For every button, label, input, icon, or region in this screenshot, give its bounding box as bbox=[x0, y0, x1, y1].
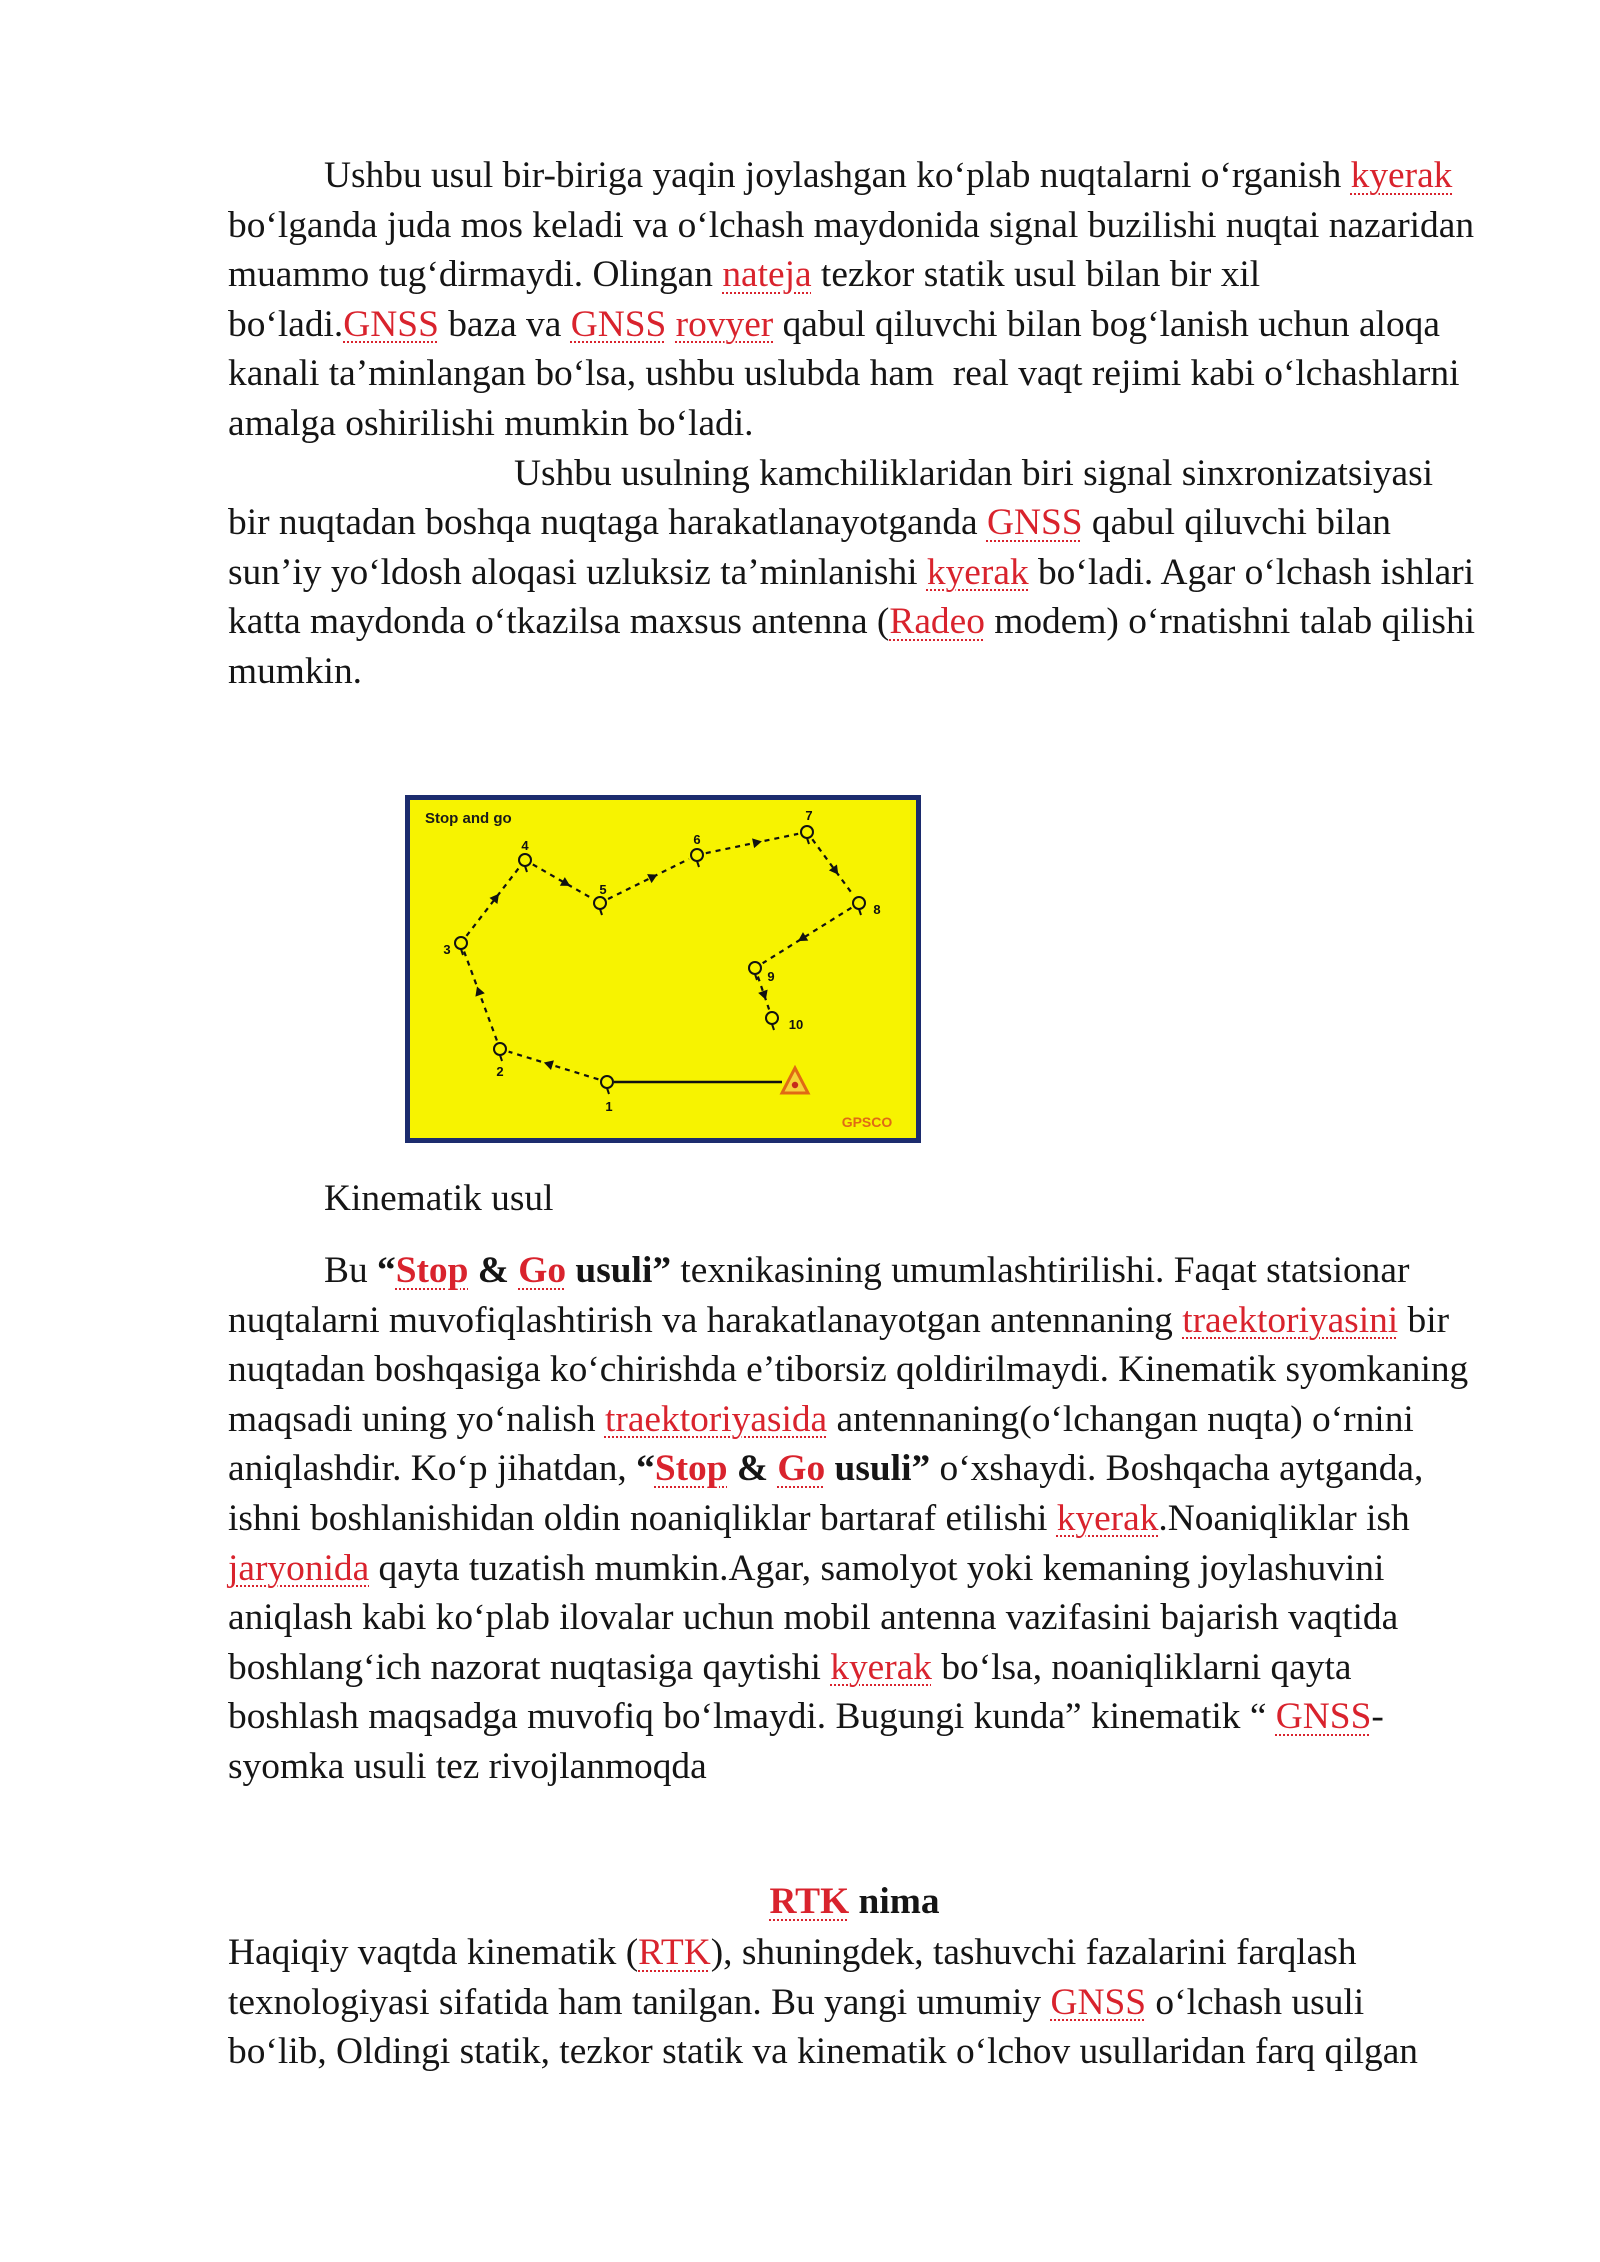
paragraph bbox=[228, 151, 1488, 449]
paragraph bbox=[228, 1928, 1488, 2077]
text-run: nima bbox=[849, 1881, 940, 1922]
highlighted-term: jaryonida bbox=[228, 1547, 370, 1589]
text-line bbox=[228, 548, 1488, 598]
highlighted-term: Stop bbox=[395, 1250, 469, 1291]
highlighted-term: traektoriyasida bbox=[604, 1398, 828, 1440]
diagram-title: Stop and go bbox=[425, 810, 512, 827]
survey-point bbox=[766, 1012, 778, 1024]
text-run: amalga oshirilishi mumkin bo‘ladi. bbox=[228, 402, 754, 444]
text-line bbox=[228, 1444, 1488, 1494]
text-run: bo‘lganda juda mos keladi va o‘lchash maydonida signal buzilishi nuqtai nazaridan bbox=[228, 204, 1475, 246]
survey-point bbox=[749, 962, 761, 974]
base-station-dot bbox=[792, 1082, 798, 1088]
text-run: boshlang‘ich nazorat nuqtasiga qaytishi bbox=[228, 1646, 831, 1688]
highlighted-term: GNSS bbox=[986, 502, 1083, 544]
highlighted-term: kyerak bbox=[1056, 1497, 1159, 1539]
text-line bbox=[228, 1978, 1488, 2028]
point-label: 10 bbox=[788, 1017, 804, 1032]
text-run: qayta tuzatish mumkin.Agar, samolyot yoki kemaning joylashuvini bbox=[369, 1547, 1385, 1589]
highlighted-term: rovyer bbox=[675, 303, 774, 345]
text-run: usuli” bbox=[825, 1448, 931, 1490]
text-run: syomka usuli tez rivojlanmoqda bbox=[228, 1745, 707, 1787]
text-line bbox=[228, 1928, 1488, 1978]
text-run: texnologiyasi sifatida ham tanilgan. Bu yangi umumiy bbox=[228, 1981, 1051, 2023]
text-run: muammo tug‘dirmaydi. Olingan bbox=[228, 254, 723, 296]
text-run: .Noaniqliklar ish bbox=[1158, 1497, 1410, 1539]
text-run: maqsadi uning yo‘nalish bbox=[228, 1398, 605, 1440]
survey-point bbox=[594, 897, 606, 909]
text-run: & bbox=[727, 1448, 778, 1490]
survey-point bbox=[801, 826, 813, 838]
point-label: 8 bbox=[873, 902, 881, 917]
highlighted-term: kyerak bbox=[830, 1646, 932, 1688]
highlighted-term: GNSS bbox=[570, 303, 667, 345]
brand-logo-text: GPSCO bbox=[841, 1114, 893, 1130]
paragraph bbox=[228, 1246, 1488, 1792]
text-run: modem) o‘rnatishni talab qilishi bbox=[984, 601, 1476, 643]
text-run: qabul qiluvchi bilan bbox=[1082, 502, 1391, 544]
survey-point bbox=[691, 849, 703, 861]
text-run: baza va bbox=[438, 303, 571, 345]
survey-point bbox=[455, 937, 467, 949]
figure-caption: Kinematik usul bbox=[324, 1178, 554, 1219]
text-run: bo‘ladi. bbox=[228, 303, 344, 345]
text-run: nuqtalarni muvofiqlashtirish va harakatlanayotgan antennaning bbox=[228, 1299, 1183, 1341]
text-line bbox=[228, 2027, 1488, 2077]
text-run: nuqtadan boshqasiga ko‘chirishda e’tiborsiz qoldirilmaydi. Kinematik syomkaning bbox=[228, 1349, 1469, 1391]
text-run: qabul qiluvchi bilan bog‘lanish uchun aloqa bbox=[773, 303, 1440, 345]
highlighted-term: Go bbox=[518, 1250, 567, 1291]
text-line bbox=[228, 1877, 1481, 1927]
text-line bbox=[228, 1246, 1488, 1296]
text-line bbox=[228, 1395, 1488, 1445]
text-run: - bbox=[1371, 1696, 1384, 1738]
text-run: bir nuqtadan boshqa nuqtaga harakatlanayotganda bbox=[228, 502, 987, 544]
highlighted-term: Stop bbox=[654, 1448, 728, 1490]
text-run: o‘lchash usuli bbox=[1146, 1981, 1365, 2023]
text-line bbox=[228, 300, 1488, 350]
text-run: ), shuningdek, tashuvchi fazalarini farqlash bbox=[710, 1932, 1357, 1973]
diagram-frame bbox=[408, 798, 919, 1141]
text-run: boshlash maqsadga muvofiq bo‘lmaydi. Bugungi kunda” kinematik “ bbox=[228, 1696, 1276, 1738]
point-label: 1 bbox=[605, 1099, 613, 1114]
text-run: “ bbox=[376, 1250, 396, 1291]
point-label: 5 bbox=[599, 882, 607, 897]
highlighted-term: GNSS bbox=[1050, 1981, 1147, 2023]
highlighted-term: Go bbox=[777, 1448, 826, 1490]
text-line bbox=[228, 1494, 1488, 1544]
text-run: antennaning(o‘lchangan nuqta) o‘rnini bbox=[827, 1398, 1414, 1440]
survey-point bbox=[519, 854, 531, 866]
text-line bbox=[228, 349, 1488, 399]
text-run: aniqlashdir. Ko‘p jihatdan, bbox=[228, 1448, 637, 1490]
text-run: Ushbu usulning kamchiliklaridan biri signal sinxronizatsiyasi bbox=[514, 452, 1434, 494]
highlighted-term: RTK bbox=[638, 1932, 711, 1973]
text-line bbox=[228, 1692, 1488, 1742]
text-run: bo‘lib, Oldingi statik, tezkor statik va kinematik o‘lchov usullaridan farq qilgan bbox=[228, 2031, 1419, 2073]
point-label: 7 bbox=[805, 808, 813, 823]
highlighted-term: GNSS bbox=[343, 303, 439, 345]
text-run: usuli” bbox=[566, 1250, 672, 1291]
text-run: Ushbu usul bir-biriga yaqin joylashgan ko‘plab nuqtalarni o‘rganish bbox=[324, 155, 1351, 196]
point-label: 3 bbox=[443, 942, 451, 957]
section-heading bbox=[228, 1877, 1481, 1927]
text-line bbox=[228, 201, 1488, 251]
point-label: 2 bbox=[496, 1064, 504, 1079]
point-label: 4 bbox=[521, 838, 529, 853]
text-line bbox=[228, 1345, 1488, 1395]
highlighted-term: traektoriyasini bbox=[1182, 1299, 1399, 1341]
text-line bbox=[228, 399, 1488, 449]
text-run: aniqlash kabi ko‘plab ilovalar uchun mobil antenna vazifasini bajarish vaqtida bbox=[228, 1597, 1399, 1639]
text-line bbox=[228, 1296, 1488, 1346]
highlighted-term: nateja bbox=[722, 254, 812, 296]
highlighted-term: Radeo bbox=[889, 601, 985, 643]
text-run bbox=[666, 304, 675, 345]
point-label: 9 bbox=[767, 969, 775, 984]
highlighted-term: RTK bbox=[769, 1881, 850, 1922]
text-line bbox=[228, 250, 1488, 300]
text-run: “ bbox=[636, 1448, 655, 1490]
text-run: texnikasining umumlashtirilishi. Faqat statsionar bbox=[671, 1250, 1410, 1291]
diagram-canvas bbox=[405, 795, 921, 1143]
text-run: o‘xshaydi. Boshqacha aytganda, bbox=[930, 1448, 1424, 1490]
text-run: Haqiqiy vaqtda kinematik ( bbox=[228, 1932, 639, 1973]
text-line bbox=[228, 1643, 1488, 1693]
text-line bbox=[228, 647, 1488, 697]
text-run: tezkor statik usul bilan bir xil bbox=[811, 254, 1261, 296]
stop-and-go-diagram bbox=[405, 795, 921, 1143]
text-run: bir bbox=[1398, 1299, 1450, 1341]
highlighted-term: GNSS bbox=[1275, 1696, 1372, 1738]
text-line bbox=[228, 498, 1488, 548]
text-run: bo‘lsa, noaniqliklarni qayta bbox=[931, 1646, 1352, 1688]
text-line bbox=[228, 1544, 1488, 1594]
text-line bbox=[228, 597, 1488, 647]
highlighted-term: kyerak bbox=[926, 551, 1029, 593]
point-label: 6 bbox=[693, 832, 701, 847]
text-line bbox=[228, 1742, 1488, 1792]
text-run: mumkin. bbox=[228, 650, 362, 692]
text-line bbox=[228, 1593, 1488, 1643]
survey-point bbox=[853, 897, 865, 909]
text-line bbox=[228, 151, 1488, 201]
survey-point bbox=[601, 1076, 613, 1088]
text-run: sun’iy yo‘ldosh aloqasi uzluksiz ta’minlanishi bbox=[228, 551, 927, 593]
highlighted-term: kyerak bbox=[1350, 155, 1453, 196]
text-run: & bbox=[468, 1250, 519, 1291]
survey-point bbox=[494, 1043, 506, 1055]
text-run: katta maydonda o‘tkazilsa maxsus antenna ( bbox=[228, 601, 890, 643]
text-run: kanali ta’minlangan bo‘lsa, ushbu uslubda ham real vaqt rejimi kabi o‘lchashlarni bbox=[228, 353, 1460, 395]
text-run: ishni boshlanishidan oldin noaniqliklar bartaraf etilishi bbox=[228, 1497, 1057, 1539]
text-run: Bu bbox=[324, 1250, 377, 1291]
text-run: bo‘ladi. Agar o‘lchash ishlari bbox=[1028, 551, 1475, 593]
text-line bbox=[228, 449, 1488, 499]
paragraph bbox=[228, 449, 1488, 697]
